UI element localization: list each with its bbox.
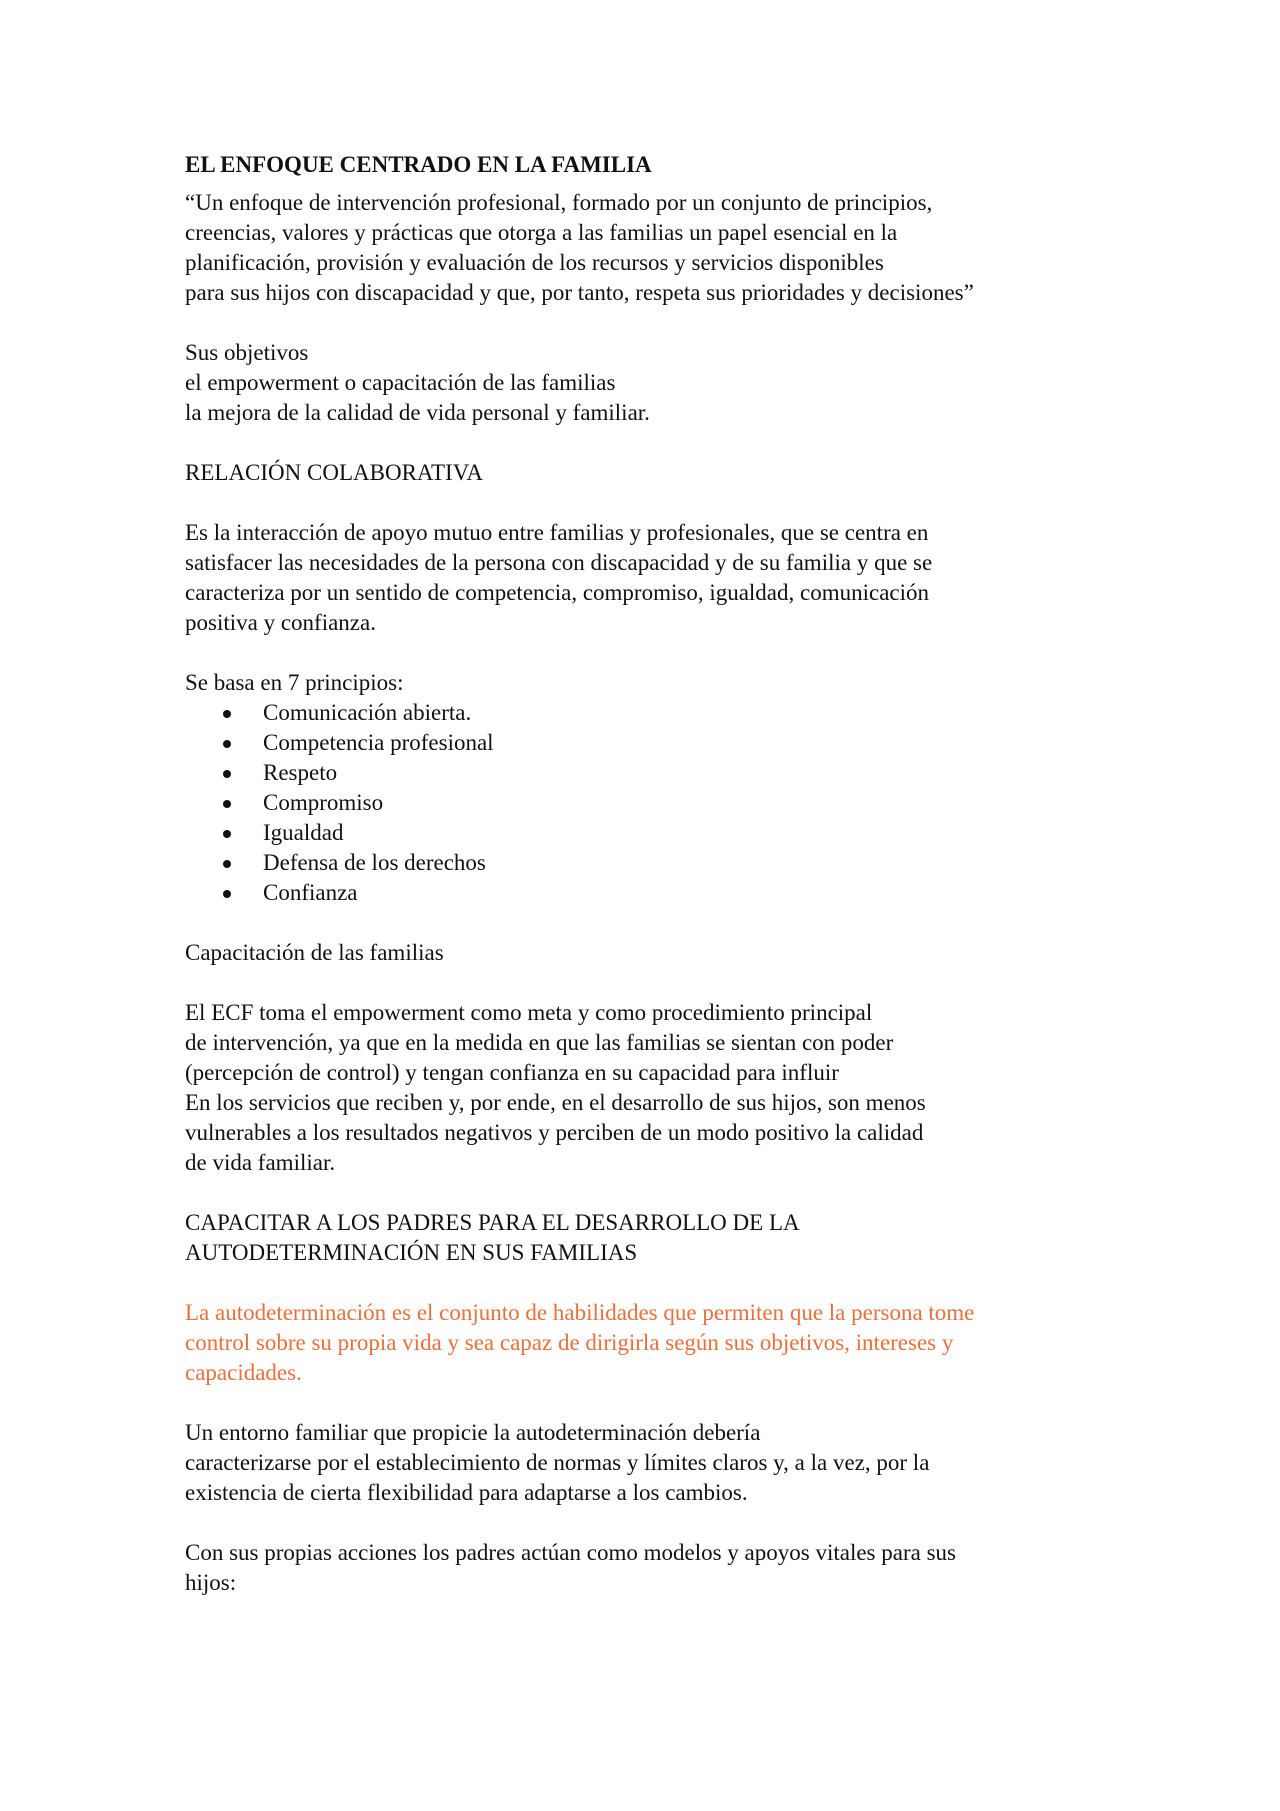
- bullet-icon: [223, 740, 231, 748]
- relacion-line: caracteriza por un sentido de competencia, compromiso, igualdad, comunicación: [185, 580, 930, 605]
- definition-line: planificación, provisión y evaluación de los recursos y servicios disponibles: [185, 250, 884, 275]
- definition-line: creencias, valores y prácticas que otorga a las familias un papel esencial en la: [185, 220, 898, 245]
- objectives-block: [185, 338, 1105, 428]
- principle-label: Comunicación abierta.: [263, 700, 472, 725]
- capacitacion-line: de vida familiar.: [185, 1150, 336, 1175]
- entorno-paragraph: [185, 1418, 1105, 1508]
- autodeterminacion-definition: [185, 1298, 1105, 1388]
- principles-intro: Se basa en 7 principios:: [185, 670, 404, 695]
- objectives-line: el empowerment o capacitación de las familias: [185, 370, 616, 395]
- capacitacion-line: (percepción de control) y tengan confianza en su capacidad para influir: [185, 1060, 839, 1085]
- principle-label: Igualdad: [263, 820, 344, 845]
- principle-label: Compromiso: [263, 790, 384, 815]
- principles-list: [185, 698, 1105, 908]
- bullet-icon: [223, 890, 231, 898]
- capacitacion-heading: Capacitación de las familias: [185, 940, 444, 965]
- capacitacion-line: vulnerables a los resultados negativos y perciben de un modo positivo la calidad: [185, 1120, 924, 1145]
- autodeterminacion-line: control sobre su propia vida y sea capaz de dirigirla según sus objetivos, intereses y: [185, 1330, 954, 1355]
- list-item: [185, 788, 1105, 818]
- principle-label: Defensa de los derechos: [263, 850, 486, 875]
- entorno-line: Un entorno familiar que propicie la autodeterminación debería: [185, 1420, 761, 1445]
- document-body: [185, 150, 1105, 1598]
- bullet-icon: [223, 770, 231, 778]
- list-item: [185, 818, 1105, 848]
- relacion-paragraph: [185, 518, 1105, 638]
- definition-line: “Un enfoque de intervención profesional, formado por un conjunto de principios,: [185, 190, 933, 215]
- capacitacion-line: En los servicios que reciben y, por ende, en el desarrollo de sus hijos, son menos: [185, 1090, 926, 1115]
- bullet-icon: [223, 860, 231, 868]
- definition-line: para sus hijos con discapacidad y que, por tanto, respeta sus prioridades y decisiones”: [185, 280, 974, 305]
- relacion-line: satisfacer las necesidades de la persona con discapacidad y de su familia y que se: [185, 550, 933, 575]
- principle-label: Respeto: [263, 760, 338, 785]
- capacitacion-paragraph: [185, 998, 1105, 1178]
- document-title: EL ENFOQUE CENTRADO EN LA FAMILIA: [185, 152, 652, 177]
- capacitacion-line: de intervención, ya que en la medida en que las familias se sientan con poder: [185, 1030, 894, 1055]
- capacitar-heading-line: AUTODETERMINACIÓN EN SUS FAMILIAS: [185, 1240, 638, 1265]
- padres-line: Con sus propias acciones los padres actúan como modelos y apoyos vitales para sus: [185, 1540, 956, 1565]
- list-item: [185, 848, 1105, 878]
- padres-paragraph: [185, 1538, 1105, 1598]
- principle-label: Confianza: [263, 880, 358, 905]
- entorno-line: existencia de cierta flexibilidad para adaptarse a los cambios.: [185, 1480, 748, 1505]
- list-item: [185, 758, 1105, 788]
- autodeterminacion-line: capacidades.: [185, 1360, 302, 1385]
- principle-label: Competencia profesional: [263, 730, 494, 755]
- bullet-icon: [223, 710, 231, 718]
- definition-quote: [185, 188, 1105, 308]
- list-item: [185, 878, 1105, 908]
- relacion-line: Es la interacción de apoyo mutuo entre familias y profesionales, que se centra en: [185, 520, 929, 545]
- entorno-line: caracterizarse por el establecimiento de normas y límites claros y, a la vez, por la: [185, 1450, 930, 1475]
- objectives-line: Sus objetivos: [185, 340, 309, 365]
- capacitar-heading: [185, 1208, 1105, 1268]
- relacion-heading: RELACIÓN COLABORATIVA: [185, 460, 483, 485]
- capacitar-heading-line: CAPACITAR A LOS PADRES PARA EL DESARROLLO DE LA: [185, 1210, 800, 1235]
- objectives-line: la mejora de la calidad de vida personal y familiar.: [185, 400, 650, 425]
- padres-line: hijos:: [185, 1570, 237, 1595]
- bullet-icon: [223, 830, 231, 838]
- bullet-icon: [223, 800, 231, 808]
- relacion-line: positiva y confianza.: [185, 610, 376, 635]
- list-item: [185, 698, 1105, 728]
- autodeterminacion-line: La autodeterminación es el conjunto de habilidades que permiten que la persona tome: [185, 1300, 975, 1325]
- list-item: [185, 728, 1105, 758]
- capacitacion-line: El ECF toma el empowerment como meta y como procedimiento principal: [185, 1000, 873, 1025]
